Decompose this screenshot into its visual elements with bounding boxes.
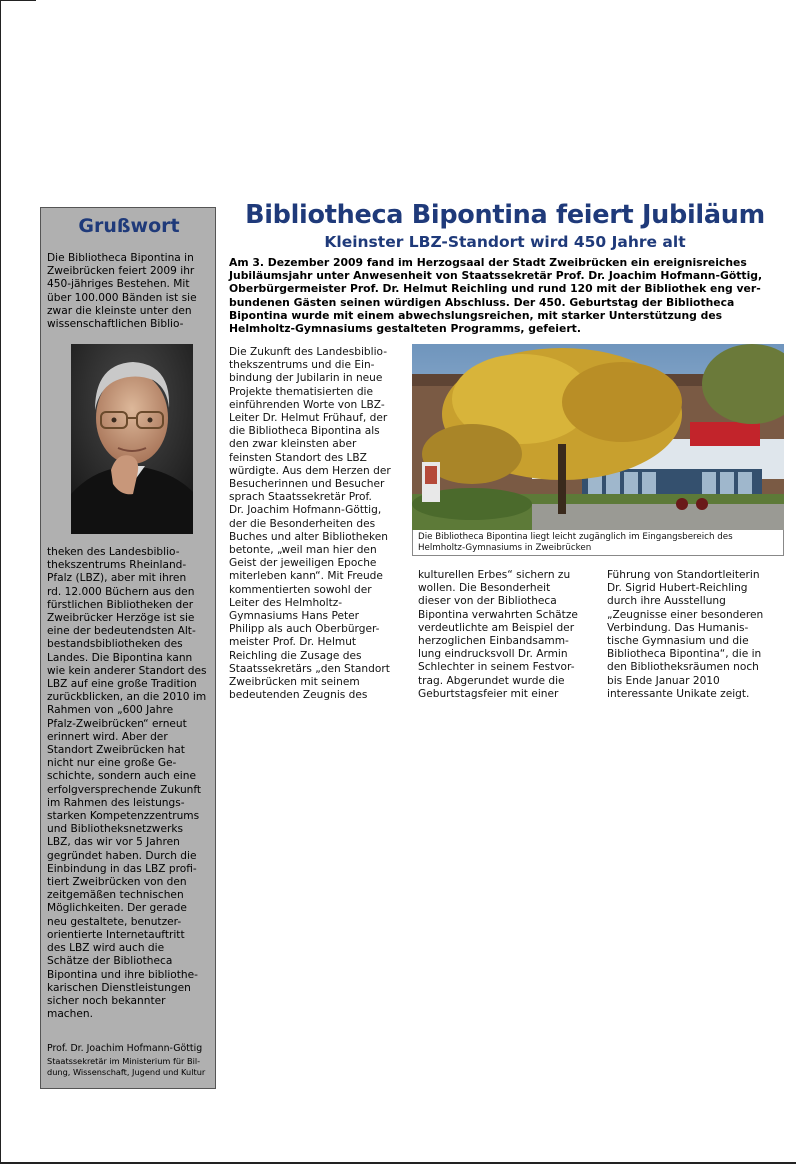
sidebar-line: neu gestaltete, benutzer- [47, 915, 182, 928]
sidebar-line: thekszentrums Rheinland- [47, 559, 187, 572]
sidebar-line: Rahmen von „600 Jahre [47, 704, 174, 717]
lead-line: Oberbürgermeister Prof. Dr. Helmut Reichling und rund 120 mit der Bibliothek eng ver- [229, 282, 761, 296]
sidebar-line: theken des Landesbiblio- [47, 546, 180, 558]
sidebar-line: starken Kompetenzzentrums [47, 810, 200, 823]
column-line: Besucherinnen und Besucher [229, 478, 385, 491]
sidebar-line: rd. 12.000 Büchern aus den [47, 585, 195, 598]
sidebar-line: machen. [47, 1008, 93, 1021]
column-line: Reichling die Zusage des [229, 649, 362, 662]
sidebar-line: nicht nur eine große Ge- [47, 757, 177, 770]
sidebar-line: Zweibrücken feiert 2009 ihr [47, 265, 195, 278]
column-line: herzoglichen Einbandsamm- [418, 635, 569, 648]
column-line: Verbindung. Das Humanis- [607, 621, 749, 634]
column-line: meister Prof. Dr. Helmut [229, 636, 357, 649]
column-line: Dr. Sigrid Hubert-Reichling [607, 582, 748, 595]
sidebar-line: Pfalz (LBZ), aber mit ihren [47, 572, 187, 585]
column-line: Die Zukunft des Landesbiblio- [229, 346, 388, 358]
sidebar-line: Zweibrücker Herzöge ist sie [47, 612, 195, 625]
column-line: durch ihre Ausstellung [607, 595, 726, 608]
column-line: kommentierten sowohl der [229, 583, 372, 596]
photo-caption [412, 530, 784, 556]
caption-line: Helmholtz-Gymnasiums in Zweibrücken [418, 543, 592, 553]
sidebar-text-top [47, 252, 219, 331]
column-line: Zweibrücken mit seinem [229, 676, 360, 689]
frame-top-tick [0, 0, 36, 1]
sidebar-line: Möglichkeiten. Der gerade [47, 902, 187, 915]
column-line: thekszentrums und die Ein- [229, 359, 375, 372]
signature-role-line: Staatssekretär im Ministerium für Bil- [47, 1056, 201, 1066]
sidebar-line: und Bibliotheksnetzwerks [47, 823, 184, 836]
column-line: Geburtstagsfeier mit einer [418, 687, 559, 700]
sidebar-line: LBZ auf eine große Tradition [47, 678, 197, 691]
portrait-photo [71, 344, 193, 534]
column-line: Dr. Joachim Hofmann-Göttig, [229, 504, 382, 517]
article-headline: Bibliotheca Bipontina feiert Jubiläum [245, 200, 765, 230]
column-line: Schlechter in seinem Festvor- [418, 661, 575, 674]
sidebar-line: 450-jähriges Bestehen. Mit [47, 278, 190, 291]
sidebar-line: Einbindung in das LBZ profi- [47, 862, 197, 875]
column-line: die Bibliotheca Bipontina als [229, 425, 380, 438]
lead-line: Am 3. Dezember 2009 fand im Herzogsaal der Stadt Zweibrücken ein ereignisreiches [229, 256, 747, 269]
column-line: Projekte thematisierten die [229, 385, 374, 398]
sidebar-line: wissenschaftlichen Biblio- [47, 318, 184, 331]
page-frame-left [0, 0, 1, 1164]
sidebar-line: zwar die kleinste unter den [47, 304, 192, 317]
sidebar-line: Schätze der Bibliotheca [47, 955, 173, 968]
column-line: Bibliotheca Bipontina“, die in [607, 648, 762, 661]
column-line: betonte, „weil man hier den [229, 544, 377, 557]
sidebar-line: Standort Zweibrücken hat [47, 744, 185, 757]
article-column-1 [229, 346, 409, 702]
column-line: interessante Unikate zeigt. [607, 687, 750, 700]
column-line: Gymnasiums Hans Peter [229, 610, 360, 623]
sidebar-title: Grußwort [78, 215, 180, 237]
signature-role-line: dung, Wissenschaft, Jugend und Kultur [47, 1067, 206, 1077]
sidebar-line: LBZ, das wir vor 5 Jahren [47, 836, 180, 849]
column-line: würdigte. Aus dem Herzen der [229, 464, 391, 477]
sidebar-line: des LBZ wird auch die [47, 942, 165, 955]
column-line: kulturellen Erbes“ sichern zu [418, 569, 571, 581]
caption-line: Die Bibliotheca Bipontina liegt leicht zugänglich im Eingangsbereich des [418, 532, 733, 542]
column-line: feinsten Standort des LBZ [229, 451, 367, 464]
article-column-3 [607, 569, 782, 701]
column-line: trag. Abgerundet wurde die [418, 674, 565, 687]
column-line: Bipontina verwahrten Schätze [418, 608, 578, 621]
sidebar-line: erfolgversprechende Zukunft [47, 783, 202, 796]
column-line: Führung von Standortleiterin [607, 569, 760, 581]
column-line: sprach Staatssekretär Prof. [229, 491, 372, 504]
column-line: bis Ende Januar 2010 [607, 674, 720, 687]
article-column-2 [418, 569, 596, 701]
sidebar-line: orientierte Internetauftritt [47, 928, 185, 941]
column-line: verdeutlichte am Beispiel der [418, 621, 575, 634]
column-line: „Zeugnisse einer besonderen [607, 608, 764, 621]
column-line: bindung der Jubilarin in neue [229, 372, 383, 385]
sidebar-line: Landes. Die Bipontina kann [47, 651, 193, 664]
signature-name: Prof. Dr. Joachim Hofmann-Göttig [47, 1043, 203, 1054]
column-line: den zwar kleinsten aber [229, 438, 357, 451]
lead-line: Helmholtz-Gymnasiums gestalteten Programms, gefeiert. [229, 322, 581, 336]
sidebar-line: wie kein anderer Standort des [47, 664, 207, 677]
sidebar-line: über 100.000 Bänden ist sie [47, 291, 197, 304]
sidebar-line: gegründet haben. Durch die [47, 849, 197, 862]
sidebar-line: karischen Dienstleistungen [47, 981, 191, 994]
sidebar-line: zeitgemäßen technischen [47, 889, 184, 902]
column-line: wollen. Die Besonderheit [418, 582, 551, 595]
library-building-photo [412, 344, 784, 530]
column-line: Geist der jeweiligen Epoche [229, 557, 377, 570]
column-line: Staatssekretärs „den Standort [229, 662, 390, 675]
column-line: miterleben kann“. Mit Freude [229, 570, 383, 583]
sidebar-line: tiert Zweibrücken von den [47, 876, 187, 889]
sidebar-line: bestandsbibliotheken des [47, 638, 183, 651]
sidebar-line: Die Bibliotheca Bipontina in [47, 252, 194, 264]
lead-line: bundenen Gästen seinen würdigen Abschluss. Der 450. Geburtstag der Bibliotheca [229, 295, 735, 309]
lead-line: Bipontina wurde mit einem abwechslungsreichen, mit starker Unterstützung des [229, 308, 723, 322]
sidebar-line: Pfalz-Zweibrücken“ erneut [47, 717, 187, 730]
column-line: Philipp als auch Oberbürger- [229, 623, 380, 636]
signature-role [47, 1056, 205, 1078]
sidebar-line: sicher noch bekannter [47, 994, 166, 1007]
column-line: einführenden Worte von LBZ- [229, 398, 385, 411]
sidebar-line: im Rahmen des leistungs- [47, 796, 185, 809]
sidebar-line: erinnert wird. Aber der [47, 730, 168, 743]
article-subheadline: Kleinster LBZ-Standort wird 450 Jahre alt [324, 233, 686, 251]
sidebar-line: Bipontina und ihre bibliothe- [47, 968, 198, 981]
article-lead [229, 256, 781, 335]
column-line: den Bibliotheksräumen noch [607, 661, 759, 674]
column-line: bedeutenden Zeugnis des [229, 689, 368, 702]
column-line: Leiter Dr. Helmut Frühauf, der [229, 412, 388, 425]
sidebar-line: schichte, sondern auch eine [47, 770, 196, 783]
lead-line: Jubiläumsjahr unter Anwesenheit von Staatssekretär Prof. Dr. Joachim Hofmann-Göttig, [229, 269, 763, 283]
column-line: der die Besonderheiten des [229, 517, 376, 530]
column-line: Leiter des Helmholtz- [229, 596, 343, 609]
sidebar-text-bottom [47, 546, 219, 1021]
sidebar-line: fürstlichen Bibliotheken der [47, 598, 194, 611]
sidebar-line: zurückblicken, an die 2010 im [47, 691, 207, 704]
greeting-sidebar [40, 207, 216, 1089]
column-line: lung eindrucksvoll Dr. Armin [418, 648, 568, 661]
column-line: tische Gymnasium und die [607, 635, 749, 648]
column-line: dieser von der Bibliotheca [418, 595, 557, 608]
column-line: Buches und alter Bibliotheken [229, 530, 388, 543]
sidebar-line: eine der bedeutendsten Alt- [47, 625, 196, 638]
